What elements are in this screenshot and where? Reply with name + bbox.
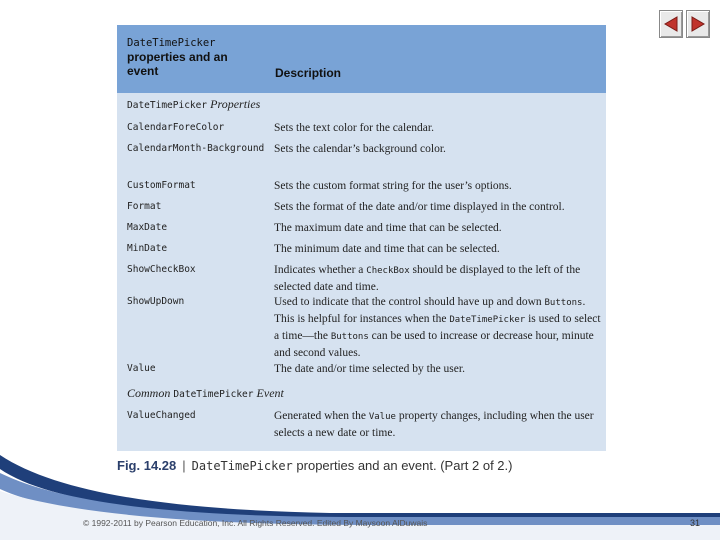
header-line-3: event (127, 64, 159, 78)
table-row-prop: MinDate (127, 243, 168, 254)
table-row-desc: Used to indicate that the control should have up and down Buttons. This is helpful for instances when the DateTimePicker is used to select a time—the Buttons can be used to increase or decrease hour, minute and second values. (274, 296, 601, 359)
slide-nav (659, 10, 710, 38)
table-row-prop: ShowCheckBox (127, 264, 196, 275)
previous-slide-button[interactable] (659, 10, 683, 38)
table-header (117, 25, 606, 93)
properties-section-heading: DateTimePicker Properties (127, 97, 261, 111)
table-row-desc: Indicates whether a CheckBox should be displayed to the left of the selected date and time. (274, 264, 581, 293)
table-row-desc: Sets the calendar’s background color. (274, 143, 446, 155)
next-slide-button[interactable] (686, 10, 710, 38)
property-table (117, 25, 606, 451)
event-section-heading: Common DateTimePicker Event (127, 386, 284, 400)
table-row-desc: Sets the custom format string for the user’s options. (274, 180, 512, 192)
table-row-desc: The maximum date and time that can be selected. (274, 222, 502, 234)
copyright-footer: © 1992-2011 by Pearson Education, Inc. All Rights Reserved. Edited By Maysoon AlDuwais (83, 518, 428, 528)
table-row-desc: Generated when the Value property changes, including when the user selects a new date or time. (274, 410, 594, 439)
page-number: 31 (690, 518, 701, 528)
header-class-name: DateTimePicker (127, 37, 216, 49)
table-row-prop: Format (127, 201, 162, 212)
table-row-prop: ShowUpDown (127, 296, 185, 307)
table-row-prop: CustomFormat (127, 180, 196, 191)
arrow-left-icon (664, 16, 678, 32)
figure-caption: Fig. 14.28 | DateTimePicker properties and an event. (Part 2 of 2.) (117, 458, 513, 473)
table-row-desc: Sets the text color for the calendar. (274, 122, 434, 134)
table-row-prop: ValueChanged (127, 410, 196, 421)
header-line-2: properties and an (127, 50, 228, 64)
table-row-prop: MaxDate (127, 222, 168, 233)
header-description-column: Description (275, 66, 342, 80)
table-row-desc: The date and/or time selected by the user. (274, 363, 465, 375)
table-row-desc: The minimum date and time that can be selected. (274, 243, 500, 255)
arrow-right-icon (691, 16, 705, 32)
table-row-desc: Sets the format of the date and/or time displayed in the control. (274, 201, 565, 213)
table-row-prop: CalendarMonth-Background (127, 143, 265, 154)
header-property-column (127, 36, 228, 78)
table-row-prop: Value (127, 363, 156, 374)
table-row-prop: CalendarForeColor (127, 122, 225, 133)
